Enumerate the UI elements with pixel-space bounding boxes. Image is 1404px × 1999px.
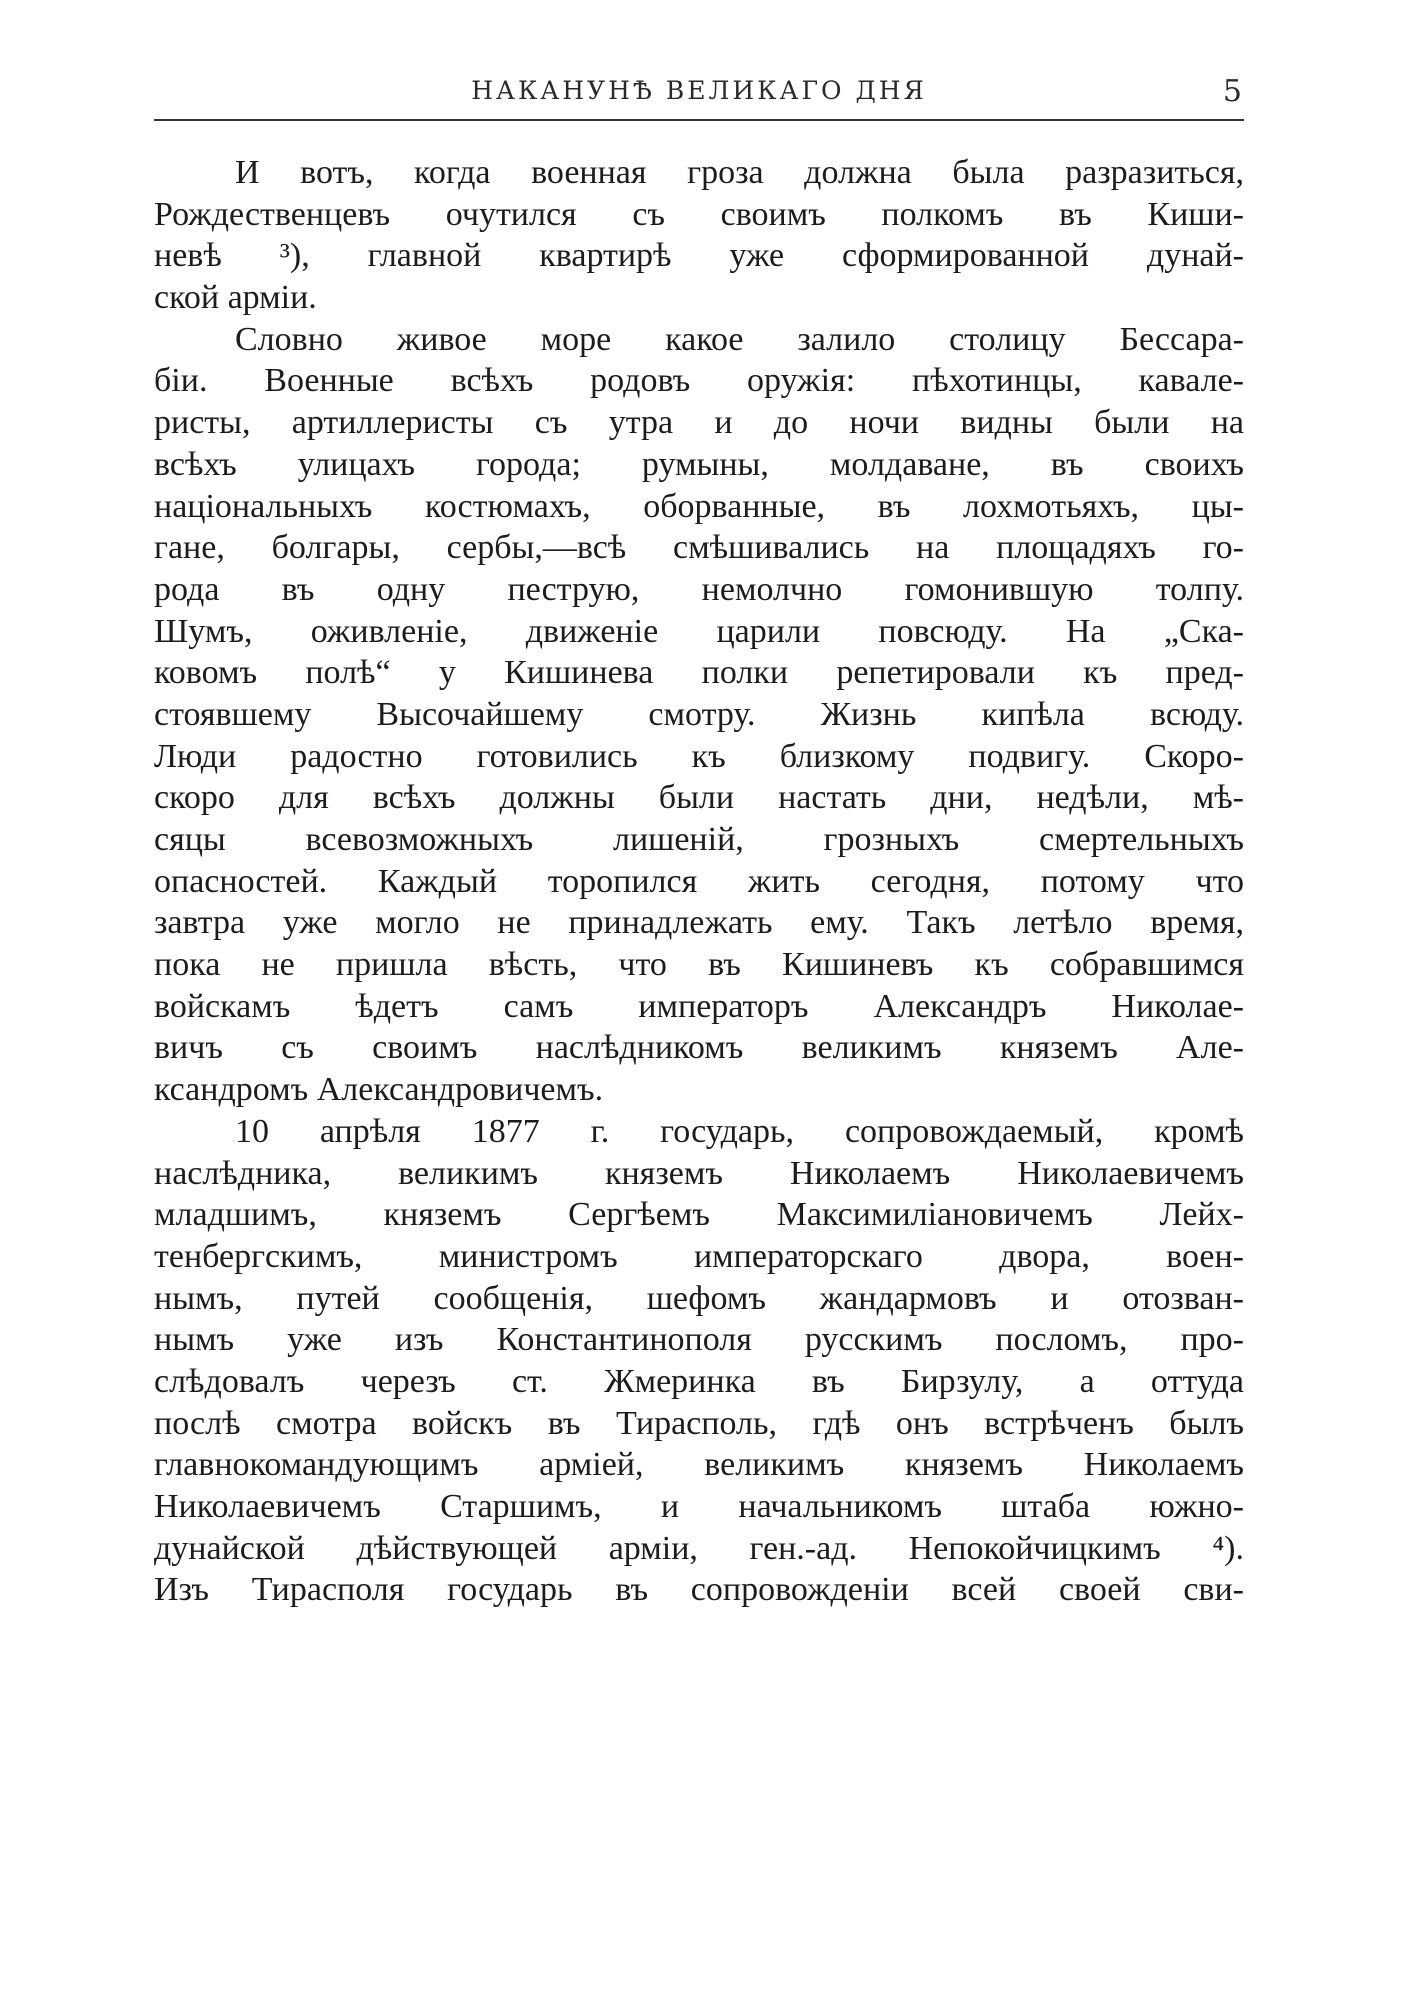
text-line: ской арміи. xyxy=(154,279,317,317)
text-line: ковомъ полѣ“ у Кишинева полки репетировали къ пред- xyxy=(154,654,1244,692)
header-rule xyxy=(154,119,1244,121)
text-line: вичъ съ своимъ наслѣдникомъ великимъ княземъ Але- xyxy=(154,1029,1244,1067)
text-line: нымъ, путей сообщенія, шефомъ жандармовъ и отозван- xyxy=(154,1279,1244,1317)
text-line: біи. Военные всѣхъ родовъ оружія: пѣхотинцы, кавале- xyxy=(154,362,1244,400)
text-line: невѣ ³), главной квартирѣ уже сформированной дунай- xyxy=(154,237,1244,275)
text-line: рода въ одну пеструю, немолчно гомонившую толпу. xyxy=(154,570,1244,608)
text-line: дунайской дѣйствующей арміи, ген.-ад. Непокойчицкимъ ⁴). xyxy=(154,1529,1244,1567)
text-line: Шумъ, оживленіе, движеніе царили повсюду. На „Ска- xyxy=(154,612,1244,650)
text-line: Изъ Тирасполя государь въ сопровожденіи всей своей сви- xyxy=(154,1571,1244,1609)
text-line: стоявшему Высочайшему смотру. Жизнь кипѣла всюду. xyxy=(154,695,1244,733)
text-line: сяцы всевозможныхъ лишеній, грозныхъ смертельныхъ xyxy=(154,821,1244,858)
text-line: тенбергскимъ, министромъ императорскаго двора, воен- xyxy=(154,1237,1244,1275)
text-line: Люди радостно готовились къ близкому подвигу. Скоро- xyxy=(154,737,1244,775)
text-line: 10 апрѣля 1877 г. государь, сопровождаемый, кромѣ xyxy=(235,1112,1244,1150)
text-line: завтра уже могло не принадлежать ему. Такъ летѣло время, xyxy=(154,904,1244,942)
text-line: Николаевичемъ Старшимъ, и начальникомъ штаба южно- xyxy=(154,1488,1244,1525)
text-line: Рождественцевъ очутился съ своимъ полкомъ въ Киши- xyxy=(154,195,1244,233)
text-line: войскамъ ѣдетъ самъ императоръ Александръ Николае- xyxy=(154,987,1244,1025)
running-title: НАКАНУНѢ ВЕЛИКАГО ДНЯ xyxy=(471,76,927,105)
text-line: ксандромъ Александровичемъ. xyxy=(154,1071,604,1109)
text-line: младшимъ, княземъ Сергѣемъ Максимиліановичемъ Лейх- xyxy=(154,1196,1244,1234)
text-line: всѣхъ улицахъ города; румыны, молдаване, въ своихъ xyxy=(154,445,1244,483)
text-line: И вотъ, когда военная гроза должна была разразиться, xyxy=(235,154,1244,191)
text-line: наслѣдника, великимъ княземъ Николаемъ Николаевичемъ xyxy=(154,1154,1244,1192)
text-line: національныхъ костюмахъ, оборванные, въ лохмотьяхъ, цы- xyxy=(154,487,1244,525)
text-line: слѣдовалъ черезъ ст. Жмеринка въ Бирзулу, а оттуда xyxy=(154,1362,1244,1400)
text-line: гане, болгары, сербы,—всѣ смѣшивались на площадяхъ го- xyxy=(154,529,1244,567)
page-number: 5 xyxy=(1222,74,1242,109)
text-line: ристы, артиллеристы съ утра и до ночи видны были на xyxy=(154,404,1244,442)
text-line: послѣ смотра войскъ въ Тирасполь, гдѣ онъ встрѣченъ былъ xyxy=(154,1404,1244,1442)
text-line: пока не пришла вѣсть, что въ Кишиневъ къ собравшимся xyxy=(154,946,1244,984)
text-line: Словно живое море какое залило столицу Бессара- xyxy=(235,320,1244,358)
text-line: главнокомандующимъ арміей, великимъ княземъ Николаемъ xyxy=(154,1446,1244,1484)
running-head xyxy=(154,74,1244,122)
text-line: нымъ уже изъ Константинополя русскимъ посломъ, про- xyxy=(154,1321,1244,1359)
body-text xyxy=(154,152,1244,1611)
text-line: скоро для всѣхъ должны были настать дни, недѣли, мѣ- xyxy=(154,779,1244,817)
text-line: опасностей. Каждый торопился жить сегодня, потому что xyxy=(154,862,1244,900)
